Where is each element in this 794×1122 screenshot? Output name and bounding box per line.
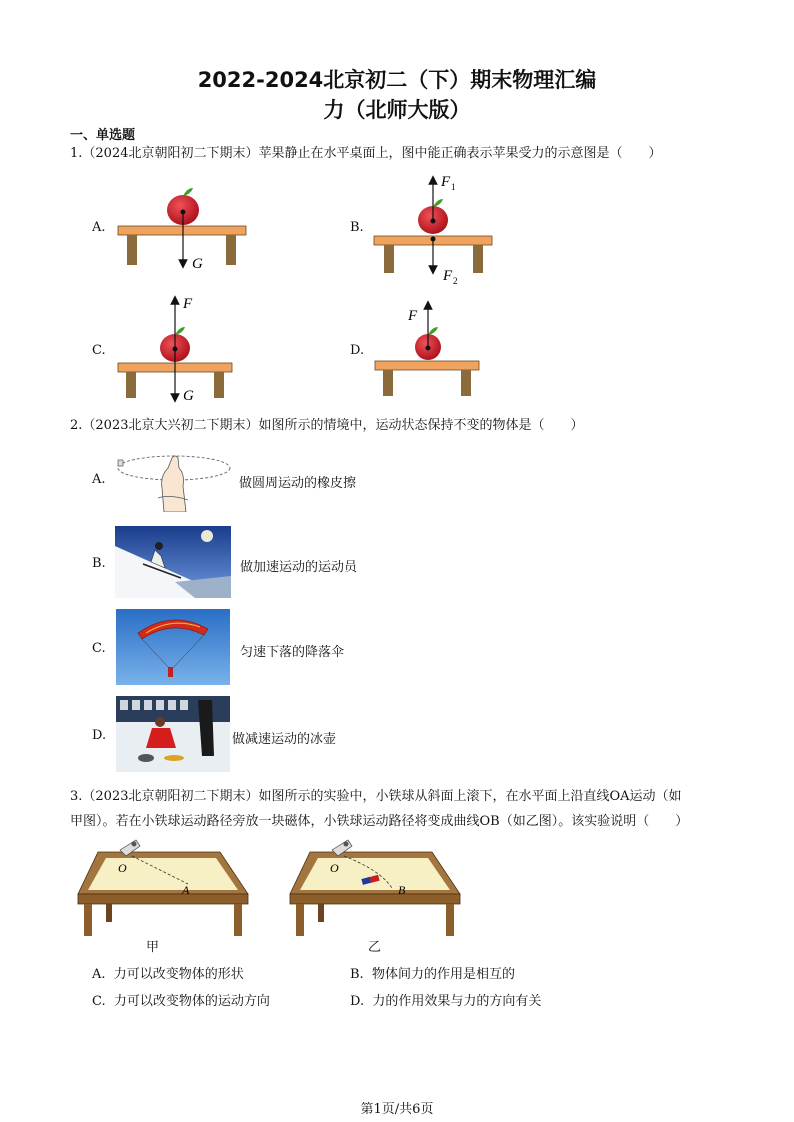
q1-label-b: B. — [350, 220, 364, 235]
q2-label-c: C. — [92, 641, 106, 656]
q2-label-a: A. — [92, 472, 106, 487]
q2-option-d-text: 做减速运动的冰壶 — [232, 732, 337, 747]
label-f2-sub: 2 — [453, 276, 458, 286]
q3-option-d-label: D. — [350, 994, 365, 1009]
caption-yi: 乙 — [368, 940, 382, 955]
q2-option-b-text: 做加速运动的运动员 — [240, 560, 358, 575]
q3-option-b-label: B. — [350, 967, 364, 982]
leaf — [175, 327, 185, 335]
table-top — [375, 361, 479, 370]
table-leg — [226, 235, 236, 265]
label-f1: F — [441, 174, 451, 190]
label-b: B — [398, 883, 406, 897]
q2-option-c-text: 匀速下落的降落伞 — [240, 645, 345, 660]
q3-option-a-text: 力可以改变物体的形状 — [113, 967, 244, 982]
q2-stem: 2.（2023北京大兴初二下期末）如图所示的情境中，运动状态保持不变的物体是（ ） — [70, 418, 584, 433]
doc-title-line1: 2022-2024北京初二（下）期末物理汇编 — [197, 68, 597, 92]
q1-option-d-figure — [375, 305, 479, 396]
q3-option-c-text: 力可以改变物体的运动方向 — [113, 994, 270, 1009]
eraser-circular-motion-image — [112, 446, 234, 512]
label-g: G — [192, 256, 203, 272]
q1-label-c: C. — [92, 343, 106, 358]
caption-jia: 甲 — [146, 940, 160, 955]
q2-label-d: D. — [92, 728, 107, 743]
q2-label-b: B. — [92, 556, 106, 571]
table-top — [118, 226, 246, 235]
hand — [162, 456, 186, 512]
label-o: O — [330, 861, 339, 875]
q1-stem: 1.（2024北京朝阳初二下期末）苹果静止在水平桌面上，图中能正确表示苹果受力的示意图是（ ） — [70, 146, 662, 161]
table-leg — [473, 245, 483, 273]
table-leg — [384, 245, 394, 273]
q3-option-c-label: C. — [92, 994, 106, 1009]
label-f: F — [183, 296, 193, 312]
label-o: O — [118, 861, 127, 875]
table-leg — [126, 372, 136, 398]
q1-option-b-figure — [374, 174, 492, 286]
q1-option-c-figure — [118, 296, 232, 404]
label-g: G — [183, 388, 194, 404]
label-f1-sub: 1 — [451, 182, 456, 192]
table-leg — [461, 370, 471, 396]
label-a: A — [182, 883, 190, 897]
label-f2: F — [443, 268, 453, 284]
q3-option-d — [350, 990, 541, 1009]
page-footer: 第1页/共6页 — [360, 1102, 434, 1117]
parachute-image — [116, 609, 230, 685]
doc-title-line2: 力（北师大版） — [323, 98, 471, 122]
q3-stem-line2: 甲图）。若在小铁球运动路径旁放一块磁体，小铁球运动路径将变成曲线OB（如乙图）。该实验说明（ ） — [70, 814, 689, 829]
q1-label-a: A. — [92, 220, 106, 235]
leaf — [183, 188, 193, 196]
figure-jia — [78, 840, 248, 936]
q1-option-a-figure — [118, 188, 246, 272]
q2-option-a-text: 做圆周运动的橡皮擦 — [239, 476, 357, 491]
section-heading: 一、单选题 — [70, 128, 136, 143]
label-f: F — [408, 308, 418, 324]
q3-option-a — [92, 963, 244, 982]
curling-image — [116, 696, 230, 772]
q1-label-d: D. — [350, 343, 365, 358]
table-leg — [127, 235, 137, 265]
q3-option-a-label: A. — [92, 967, 106, 982]
q3-stem-line1: 3.（2023北京朝阳初二下期末）如图所示的实验中，小铁球从斜面上滚下，在水平面上沿直线OA运动（如 — [70, 789, 682, 804]
figure-yi — [290, 840, 460, 936]
leaf — [433, 199, 443, 207]
q3-option-b-text: 物体间力的作用是相互的 — [371, 967, 515, 982]
leaf — [428, 327, 438, 335]
table-leg — [383, 370, 393, 396]
q3-option-c — [92, 990, 270, 1009]
table-leg — [214, 372, 224, 398]
q3-experiment-figures — [70, 832, 470, 954]
q1-diagrams — [0, 160, 794, 410]
skier-image — [115, 526, 231, 598]
q3-option-d-text: 力的作用效果与力的方向有关 — [372, 994, 542, 1009]
q3-option-b — [350, 963, 515, 982]
